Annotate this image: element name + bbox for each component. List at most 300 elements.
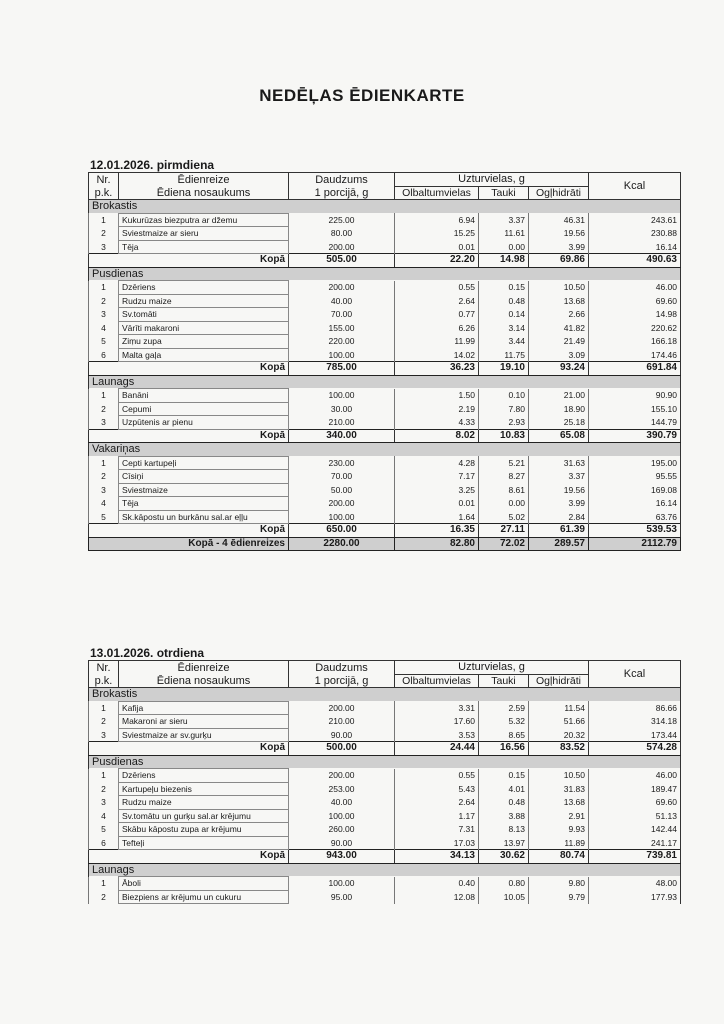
item-kcal: 63.76 <box>589 510 681 524</box>
item-name: Uzpūtenis ar pienu <box>119 416 289 430</box>
item-protein: 3.53 <box>395 728 479 742</box>
item-protein: 0.40 <box>395 877 479 891</box>
item-kcal: 48.00 <box>589 877 681 891</box>
table-row <box>89 348 681 362</box>
table-row <box>89 510 681 524</box>
section-name: Brokastis <box>89 200 681 214</box>
item-amount: 100.00 <box>289 877 395 891</box>
item-amount: 90.00 <box>289 728 395 742</box>
section-row <box>89 755 681 769</box>
item-amount: 50.00 <box>289 483 395 497</box>
item-name: Tēja <box>119 240 289 254</box>
item-protein: 6.26 <box>395 321 479 335</box>
item-protein: 1.50 <box>395 389 479 403</box>
item-amount: 200.00 <box>289 281 395 295</box>
total-kcal: 691.84 <box>589 362 681 376</box>
header-kcal: Kcal <box>589 661 681 688</box>
item-protein: 11.99 <box>395 335 479 349</box>
total-kcal: 539.53 <box>589 524 681 538</box>
item-number: 3 <box>89 308 119 322</box>
total-amount: 505.00 <box>289 254 395 268</box>
header-olbaltumvielas: Olbaltumvielas <box>395 674 479 688</box>
table-row <box>89 416 681 430</box>
section-row <box>89 863 681 877</box>
section-row <box>89 443 681 457</box>
total-row <box>89 362 681 376</box>
item-kcal: 173.44 <box>589 728 681 742</box>
item-fat: 7.80 <box>479 402 529 416</box>
item-name: Sviestmaize ar sv.gurķu <box>119 728 289 742</box>
item-amount: 210.00 <box>289 715 395 729</box>
item-protein: 0.55 <box>395 281 479 295</box>
item-carbs: 19.56 <box>529 227 589 241</box>
item-number: 6 <box>89 348 119 362</box>
item-carbs: 31.83 <box>529 782 589 796</box>
item-number: 1 <box>89 877 119 891</box>
item-amount: 80.00 <box>289 227 395 241</box>
item-number: 2 <box>89 470 119 484</box>
total-label: Kopā <box>89 850 289 864</box>
item-number: 3 <box>89 728 119 742</box>
item-kcal: 177.93 <box>589 890 681 904</box>
item-carbs: 18.90 <box>529 402 589 416</box>
item-number: 4 <box>89 321 119 335</box>
item-name: Ziṃu zupa <box>119 335 289 349</box>
header-uzturvielas: Uzturvielas, g <box>395 173 589 187</box>
table-row <box>89 335 681 349</box>
item-carbs: 11.89 <box>529 836 589 850</box>
item-kcal: 241.17 <box>589 836 681 850</box>
table-row <box>89 701 681 715</box>
item-fat: 3.88 <box>479 809 529 823</box>
item-kcal: 95.55 <box>589 470 681 484</box>
item-name: Cepumi <box>119 402 289 416</box>
item-carbs: 9.93 <box>529 823 589 837</box>
item-kcal: 243.61 <box>589 213 681 227</box>
item-fat: 5.32 <box>479 715 529 729</box>
item-fat: 0.00 <box>479 240 529 254</box>
total-fat: 10.83 <box>479 429 529 443</box>
table-row <box>89 836 681 850</box>
item-number: 1 <box>89 389 119 403</box>
item-fat: 2.59 <box>479 701 529 715</box>
item-name: Makaroni ar sieru <box>119 715 289 729</box>
item-amount: 200.00 <box>289 769 395 783</box>
item-carbs: 13.68 <box>529 796 589 810</box>
item-carbs: 13.68 <box>529 294 589 308</box>
table-row <box>89 715 681 729</box>
section-row <box>89 267 681 281</box>
item-fat: 2.93 <box>479 416 529 430</box>
item-name: Banāni <box>119 389 289 403</box>
total-kcal: 490.63 <box>589 254 681 268</box>
item-name: Cīsiņi <box>119 470 289 484</box>
item-fat: 11.61 <box>479 227 529 241</box>
item-number: 2 <box>89 294 119 308</box>
item-protein: 0.01 <box>395 240 479 254</box>
item-fat: 0.15 <box>479 769 529 783</box>
section-name: Vakariņas <box>89 443 681 457</box>
item-number: 1 <box>89 213 119 227</box>
item-fat: 8.27 <box>479 470 529 484</box>
total-protein: 24.44 <box>395 742 479 756</box>
item-name: Malta gaļa <box>119 348 289 362</box>
header-uzturvielas: Uzturvielas, g <box>395 661 589 675</box>
item-number: 3 <box>89 483 119 497</box>
item-amount: 90.00 <box>289 836 395 850</box>
item-name: Biezpiens ar krējumu un cukuru <box>119 890 289 904</box>
table-row <box>89 497 681 511</box>
item-kcal: 189.47 <box>589 782 681 796</box>
total-carbs: 69.86 <box>529 254 589 268</box>
table-row <box>89 877 681 891</box>
item-kcal: 144.79 <box>589 416 681 430</box>
header-tauki: Tauki <box>479 186 529 200</box>
item-kcal: 155.10 <box>589 402 681 416</box>
item-name: Rudzu maize <box>119 796 289 810</box>
item-fat: 3.44 <box>479 335 529 349</box>
total-carbs: 93.24 <box>529 362 589 376</box>
item-amount: 200.00 <box>289 701 395 715</box>
item-name: Sviestmaize <box>119 483 289 497</box>
item-kcal: 46.00 <box>589 281 681 295</box>
item-number: 4 <box>89 497 119 511</box>
header-pk: p.k. <box>89 674 119 688</box>
table-row <box>89 809 681 823</box>
total-label: Kopā <box>89 429 289 443</box>
header-nr: Nr. <box>89 661 119 675</box>
item-carbs: 11.54 <box>529 701 589 715</box>
table-row <box>89 294 681 308</box>
grand-total-label: Kopā - 4 ēdienreizes <box>89 537 289 551</box>
menu-table <box>88 660 681 904</box>
item-amount: 40.00 <box>289 796 395 810</box>
item-name: Kartupeļu biezenis <box>119 782 289 796</box>
item-protein: 15.25 <box>395 227 479 241</box>
item-amount: 210.00 <box>289 416 395 430</box>
item-protein: 2.64 <box>395 294 479 308</box>
header-edienreize: Ēdienreize <box>119 661 289 675</box>
item-kcal: 69.60 <box>589 796 681 810</box>
item-amount: 100.00 <box>289 510 395 524</box>
item-name: Sviestmaize ar sieru <box>119 227 289 241</box>
item-fat: 0.80 <box>479 877 529 891</box>
item-amount: 100.00 <box>289 348 395 362</box>
table-row <box>89 240 681 254</box>
header-nr: Nr. <box>89 173 119 187</box>
total-row <box>89 742 681 756</box>
table-row <box>89 281 681 295</box>
section-row <box>89 200 681 214</box>
item-protein: 5.43 <box>395 782 479 796</box>
item-carbs: 21.00 <box>529 389 589 403</box>
section-row <box>89 375 681 389</box>
total-label: Kopā <box>89 524 289 538</box>
table-row <box>89 227 681 241</box>
header-kcal: Kcal <box>589 173 681 200</box>
item-protein: 3.31 <box>395 701 479 715</box>
item-kcal: 166.18 <box>589 335 681 349</box>
grand-total-protein: 82.80 <box>395 537 479 551</box>
item-carbs: 9.80 <box>529 877 589 891</box>
total-carbs: 61.39 <box>529 524 589 538</box>
menu-table <box>88 172 681 551</box>
item-name: Dzēriens <box>119 281 289 295</box>
grand-total-row <box>89 537 681 551</box>
item-carbs: 46.31 <box>529 213 589 227</box>
item-name: Sv.tomāti <box>119 308 289 322</box>
header-tauki: Tauki <box>479 674 529 688</box>
section-name: Pusdienas <box>89 267 681 281</box>
total-fat: 14.98 <box>479 254 529 268</box>
item-protein: 2.64 <box>395 796 479 810</box>
item-carbs: 3.99 <box>529 497 589 511</box>
item-protein: 1.64 <box>395 510 479 524</box>
item-amount: 253.00 <box>289 782 395 796</box>
item-number: 1 <box>89 456 119 470</box>
section-name: Pusdienas <box>89 755 681 769</box>
item-fat: 5.21 <box>479 456 529 470</box>
item-carbs: 9.79 <box>529 890 589 904</box>
header-daudzums: Daudzums <box>289 661 395 675</box>
table-row <box>89 402 681 416</box>
header-ediena-nosaukums: Ēdiena nosaukums <box>119 674 289 688</box>
item-number: 2 <box>89 890 119 904</box>
table-row <box>89 890 681 904</box>
item-fat: 11.75 <box>479 348 529 362</box>
item-amount: 260.00 <box>289 823 395 837</box>
item-amount: 200.00 <box>289 497 395 511</box>
item-fat: 0.15 <box>479 281 529 295</box>
item-carbs: 21.49 <box>529 335 589 349</box>
item-fat: 13.97 <box>479 836 529 850</box>
item-number: 3 <box>89 796 119 810</box>
item-protein: 17.60 <box>395 715 479 729</box>
day-block-monday <box>88 158 680 551</box>
grand-total-carbs: 289.57 <box>529 537 589 551</box>
total-amount: 340.00 <box>289 429 395 443</box>
total-row <box>89 524 681 538</box>
table-row <box>89 456 681 470</box>
item-protein: 3.25 <box>395 483 479 497</box>
item-name: Skābu kāpostu zupa ar krējumu <box>119 823 289 837</box>
table-row <box>89 796 681 810</box>
item-number: 5 <box>89 335 119 349</box>
section-row <box>89 688 681 702</box>
item-fat: 5.02 <box>479 510 529 524</box>
item-fat: 0.10 <box>479 389 529 403</box>
header-pk: p.k. <box>89 186 119 200</box>
total-protein: 36.23 <box>395 362 479 376</box>
item-protein: 6.94 <box>395 213 479 227</box>
header-ediena-nosaukums: Ēdiena nosaukums <box>119 186 289 200</box>
total-row <box>89 850 681 864</box>
total-amount: 500.00 <box>289 742 395 756</box>
total-fat: 16.56 <box>479 742 529 756</box>
table-row <box>89 470 681 484</box>
item-fat: 0.14 <box>479 308 529 322</box>
item-kcal: 195.00 <box>589 456 681 470</box>
item-kcal: 230.88 <box>589 227 681 241</box>
item-carbs: 20.32 <box>529 728 589 742</box>
item-fat: 3.14 <box>479 321 529 335</box>
item-number: 2 <box>89 782 119 796</box>
item-protein: 1.17 <box>395 809 479 823</box>
item-number: 2 <box>89 402 119 416</box>
item-protein: 0.01 <box>395 497 479 511</box>
table-row <box>89 823 681 837</box>
item-carbs: 3.37 <box>529 470 589 484</box>
item-amount: 95.00 <box>289 890 395 904</box>
total-carbs: 83.52 <box>529 742 589 756</box>
total-protein: 16.35 <box>395 524 479 538</box>
total-carbs: 80.74 <box>529 850 589 864</box>
item-carbs: 25.18 <box>529 416 589 430</box>
item-protein: 7.17 <box>395 470 479 484</box>
table-row <box>89 389 681 403</box>
section-name: Launags <box>89 863 681 877</box>
item-carbs: 3.99 <box>529 240 589 254</box>
total-row <box>89 254 681 268</box>
item-kcal: 314.18 <box>589 715 681 729</box>
item-number: 1 <box>89 769 119 783</box>
total-amount: 943.00 <box>289 850 395 864</box>
item-carbs: 19.56 <box>529 483 589 497</box>
item-protein: 4.33 <box>395 416 479 430</box>
item-kcal: 51.13 <box>589 809 681 823</box>
table-header-row <box>89 661 681 675</box>
total-fat: 27.11 <box>479 524 529 538</box>
item-kcal: 14.98 <box>589 308 681 322</box>
item-carbs: 10.50 <box>529 769 589 783</box>
header-porcija: 1 porcijā, g <box>289 186 395 200</box>
item-carbs: 31.63 <box>529 456 589 470</box>
item-protein: 4.28 <box>395 456 479 470</box>
item-fat: 8.61 <box>479 483 529 497</box>
grand-total-amount: 2280.00 <box>289 537 395 551</box>
total-kcal: 574.28 <box>589 742 681 756</box>
total-label: Kopā <box>89 742 289 756</box>
item-number: 5 <box>89 510 119 524</box>
header-oglhidrati: Ogļhidrāti <box>529 674 589 688</box>
section-name: Brokastis <box>89 688 681 702</box>
item-amount: 200.00 <box>289 240 395 254</box>
item-kcal: 69.60 <box>589 294 681 308</box>
header-daudzums: Daudzums <box>289 173 395 187</box>
header-porcija: 1 porcijā, g <box>289 674 395 688</box>
total-amount: 650.00 <box>289 524 395 538</box>
item-kcal: 169.08 <box>589 483 681 497</box>
item-amount: 100.00 <box>289 389 395 403</box>
item-name: Dzēriens <box>119 769 289 783</box>
item-name: Tēja <box>119 497 289 511</box>
table-row <box>89 769 681 783</box>
table-row <box>89 213 681 227</box>
total-fat: 19.10 <box>479 362 529 376</box>
item-protein: 2.19 <box>395 402 479 416</box>
total-kcal: 739.81 <box>589 850 681 864</box>
table-row <box>89 782 681 796</box>
day-block-tuesday <box>88 646 680 904</box>
total-fat: 30.62 <box>479 850 529 864</box>
item-fat: 0.00 <box>479 497 529 511</box>
total-protein: 8.02 <box>395 429 479 443</box>
item-kcal: 16.14 <box>589 240 681 254</box>
item-kcal: 142.44 <box>589 823 681 837</box>
item-kcal: 16.14 <box>589 497 681 511</box>
grand-total-kcal: 2112.79 <box>589 537 681 551</box>
table-row <box>89 728 681 742</box>
total-label: Kopā <box>89 254 289 268</box>
item-kcal: 174.46 <box>589 348 681 362</box>
item-amount: 100.00 <box>289 809 395 823</box>
item-amount: 220.00 <box>289 335 395 349</box>
item-name: Rudzu maize <box>119 294 289 308</box>
item-fat: 3.37 <box>479 213 529 227</box>
item-number: 3 <box>89 240 119 254</box>
item-number: 5 <box>89 823 119 837</box>
item-fat: 0.48 <box>479 796 529 810</box>
total-row <box>89 429 681 443</box>
item-kcal: 90.90 <box>589 389 681 403</box>
item-fat: 10.05 <box>479 890 529 904</box>
item-amount: 70.00 <box>289 470 395 484</box>
item-protein: 12.08 <box>395 890 479 904</box>
item-kcal: 86.66 <box>589 701 681 715</box>
item-protein: 0.77 <box>395 308 479 322</box>
item-name: Vārīti makaroni <box>119 321 289 335</box>
item-fat: 0.48 <box>479 294 529 308</box>
item-fat: 4.01 <box>479 782 529 796</box>
item-carbs: 51.66 <box>529 715 589 729</box>
item-amount: 155.00 <box>289 321 395 335</box>
item-protein: 14.02 <box>395 348 479 362</box>
total-carbs: 65.08 <box>529 429 589 443</box>
item-carbs: 41.82 <box>529 321 589 335</box>
item-number: 2 <box>89 715 119 729</box>
item-name: Āboli <box>119 877 289 891</box>
day-heading: 12.01.2026. pirmdiena <box>90 158 215 172</box>
item-name: Kafija <box>119 701 289 715</box>
total-kcal: 390.79 <box>589 429 681 443</box>
item-carbs: 2.66 <box>529 308 589 322</box>
item-protein: 17.03 <box>395 836 479 850</box>
total-protein: 22.20 <box>395 254 479 268</box>
grand-total-fat: 72.02 <box>479 537 529 551</box>
item-amount: 225.00 <box>289 213 395 227</box>
section-name: Launags <box>89 375 681 389</box>
item-name: Tefteļi <box>119 836 289 850</box>
table-row <box>89 483 681 497</box>
item-number: 1 <box>89 281 119 295</box>
item-kcal: 46.00 <box>589 769 681 783</box>
item-name: Sk.kāpostu un burkānu sal.ar eļļu <box>119 510 289 524</box>
header-oglhidrati: Ogļhidrāti <box>529 186 589 200</box>
item-number: 2 <box>89 227 119 241</box>
item-number: 3 <box>89 416 119 430</box>
item-name: Kukurūzas biezputra ar džemu <box>119 213 289 227</box>
item-amount: 40.00 <box>289 294 395 308</box>
item-amount: 230.00 <box>289 456 395 470</box>
item-protein: 0.55 <box>395 769 479 783</box>
table-header-row <box>89 173 681 187</box>
item-protein: 7.31 <box>395 823 479 837</box>
total-protein: 34.13 <box>395 850 479 864</box>
item-amount: 70.00 <box>289 308 395 322</box>
item-number: 6 <box>89 836 119 850</box>
item-carbs: 2.91 <box>529 809 589 823</box>
total-label: Kopā <box>89 362 289 376</box>
